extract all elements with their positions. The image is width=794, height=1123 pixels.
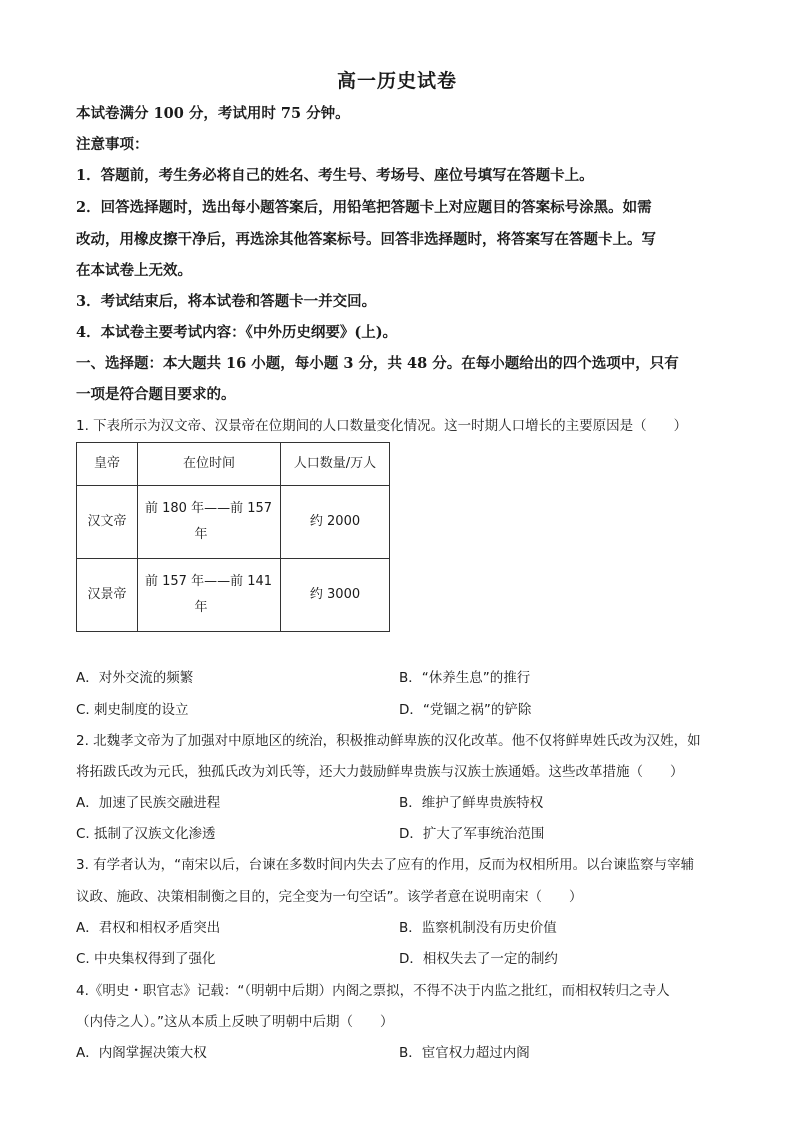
table-header-row: [77, 443, 390, 486]
exam-title: 高一历史试卷: [336, 70, 457, 92]
question-3-option-b: B．监察机制没有历史价值: [399, 920, 557, 936]
emperor-cell: 汉文帝: [77, 486, 138, 559]
notice-item: 在本试卷上无效。: [76, 262, 192, 279]
question-4-stem: （内侍之人）。”这从本质上反映了明朝中后期（ ）: [76, 1014, 394, 1030]
table-header-cell: 皇帝: [77, 443, 138, 486]
question-3-option-a: A．君权和相权矛盾突出: [76, 920, 221, 936]
emperor-cell: 汉景帝: [77, 559, 138, 632]
question-2-stem: 将拓跋氏改为元氏，独孤氏改为刘氏等，还大力鼓励鲜卑贵族与汉族士族通婚。这些改革措施（ ）: [76, 764, 684, 780]
question-2-option-a: A．加速了民族交融进程: [76, 795, 221, 811]
notice-item: 3．考试结束后，将本试卷和答题卡一并交回。: [76, 293, 377, 310]
section-heading: 一项是符合题目要求的。: [76, 386, 236, 403]
question-4-option-a: A．内阁掌握决策大权: [76, 1045, 207, 1061]
reign-text: 年: [194, 527, 208, 542]
reign-text: 前 157 年——前 141: [145, 574, 273, 589]
question-2-stem: 2. 北魏孝文帝为了加强对中原地区的统治，积极推动鲜卑族的汉化改革。他不仅将鲜卑姓氏改为汉姓，如: [76, 733, 701, 749]
question-4-stem: 4.《明史・职官志》记载：“（明朝中后期）内阁之票拟，不得不决于内监之批红，而相权转归之寺人: [76, 983, 670, 999]
population-cell: 约 3000: [281, 559, 390, 632]
table-header-cell: 在位时间: [138, 443, 281, 486]
question-1-option-c: C. 刺史制度的设立: [76, 702, 189, 718]
question-2-option-b: B．维护了鲜卑贵族特权: [399, 795, 544, 811]
question-2-option-d: D．扩大了军事统治范围: [399, 826, 545, 842]
reign-text: 年: [194, 600, 208, 615]
population-table: [76, 442, 390, 632]
question-2-option-c: C. 抵制了汉族文化渗透: [76, 826, 216, 842]
reign-cell: [138, 559, 281, 632]
table-row: [77, 486, 390, 559]
question-3-option-d: D．相权失去了一定的制约: [399, 951, 558, 967]
table-row: [77, 559, 390, 632]
question-1-stem: 1. 下表所示为汉文帝、汉景帝在位期间的人口数量变化情况。这一时期人口增长的主要原因是（ ）: [76, 418, 688, 434]
notice-item: 4．本试卷主要考试内容：《中外历史纲要》(上)。: [76, 324, 398, 341]
notice-item: 1．答题前，考生务必将自己的姓名、考生号、考场号、座位号填写在答题卡上。: [76, 167, 594, 184]
reign-text: 前 180 年——前 157: [145, 501, 273, 516]
question-1-option-a: A．对外交流的频繁: [76, 670, 194, 686]
notice-item: 改动，用橡皮擦干净后，再选涂其他答案标号。回答非选择题时，将答案写在答题卡上。写: [76, 231, 656, 248]
notice-heading: 注意事项：: [76, 136, 149, 153]
question-4-option-b: B．宦官权力超过内阁: [399, 1045, 530, 1061]
question-3-stem: 议政、施政、决策相制衡之目的，完全变为一句空话”。该学者意在说明南宋（ ）: [76, 889, 583, 905]
question-3-stem: 3. 有学者认为，“南宋以后，台谏在多数时间内失去了应有的作用，反而为权相所用。以台谏监察与宰辅: [76, 857, 695, 873]
population-cell: 约 2000: [281, 486, 390, 559]
table-header-cell: 人口数量/万人: [281, 443, 390, 486]
question-3-option-c: C. 中央集权得到了强化: [76, 951, 216, 967]
section-heading: 一、选择题：本大题共 16 小题，每小题 3 分，共 48 分。在每小题给出的四个选项中，只有: [76, 355, 679, 372]
reign-cell: [138, 486, 281, 559]
notice-item: 2．回答选择题时，选出每小题答案后，用铅笔把答题卡上对应题目的答案标号涂黑。如需: [76, 199, 652, 216]
exam-intro: 本试卷满分 100 分，考试用时 75 分钟。: [76, 105, 350, 122]
question-1-option-d: D．“党锢之祸”的铲除: [399, 702, 532, 718]
question-1-option-b: B．“休养生息”的推行: [399, 670, 531, 686]
